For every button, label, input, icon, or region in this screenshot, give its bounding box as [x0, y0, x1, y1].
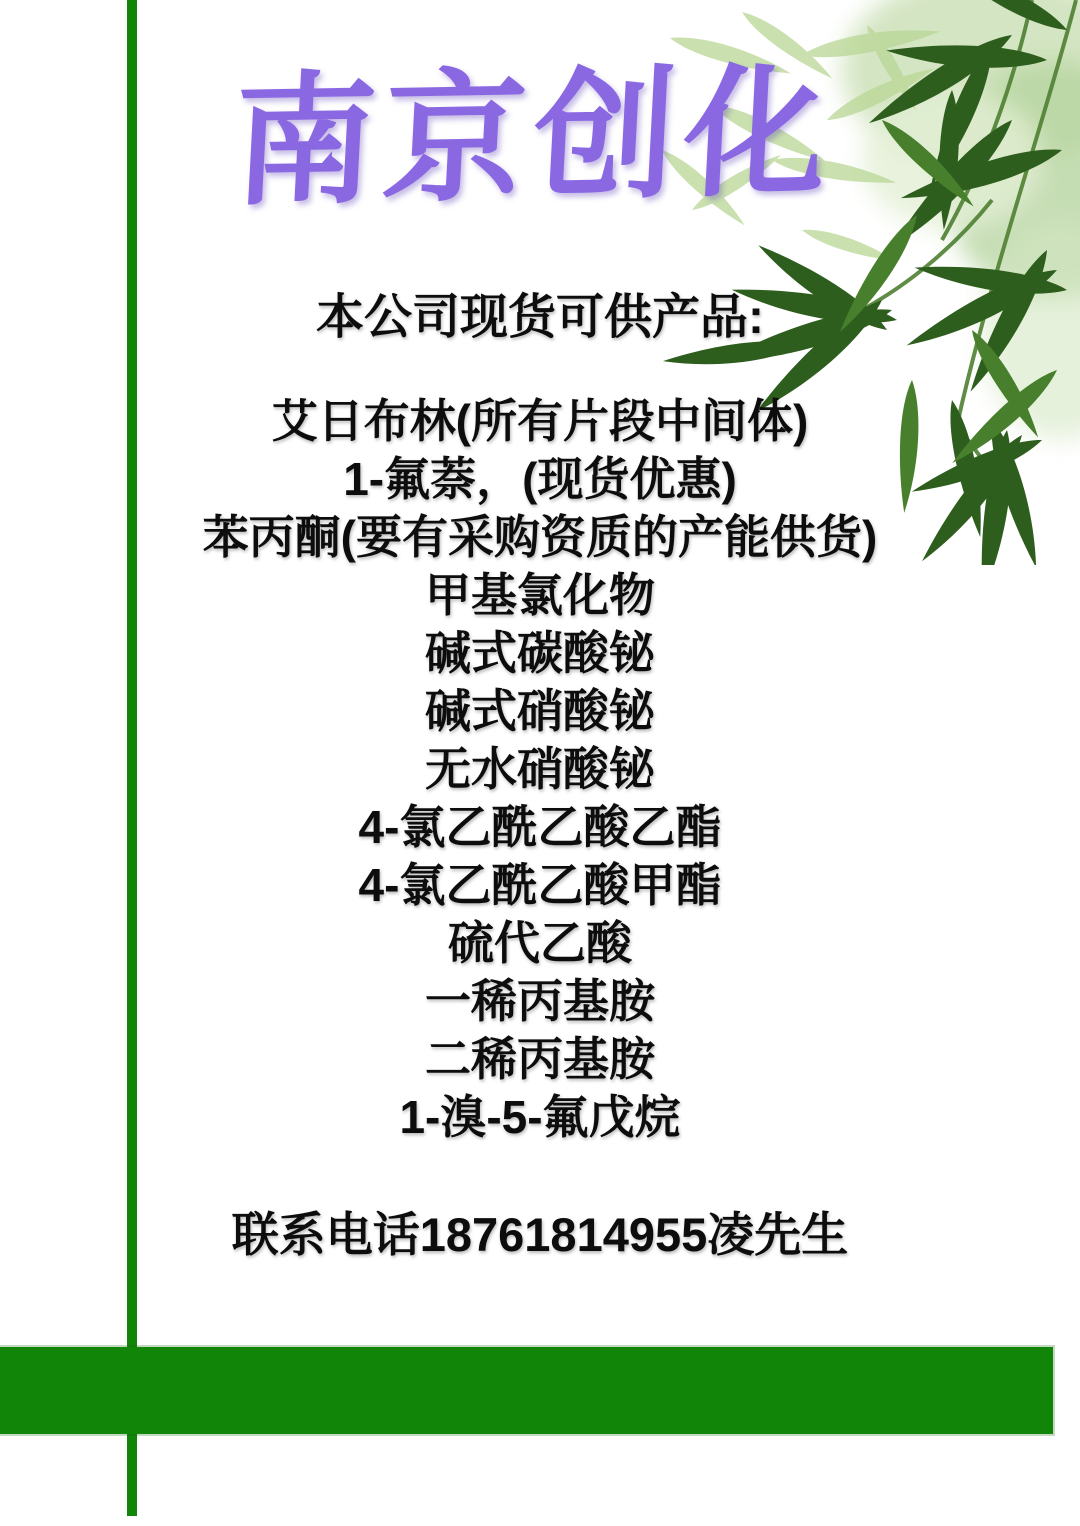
- products-heading: 本公司现货可供产品:: [316, 291, 764, 344]
- product-item: 1-溴-5-氟戊烷: [399, 1091, 681, 1143]
- product-item: 碱式硝酸铋: [425, 685, 655, 737]
- product-item: 一稀丙基胺: [425, 975, 655, 1027]
- page-title: 南京创化: [229, 48, 839, 226]
- product-item: 碱式碳酸铋: [425, 627, 655, 679]
- product-item: 4-氯乙酰乙酸乙酯: [358, 801, 722, 853]
- product-list: [0, 392, 1080, 1146]
- bottom-green-bar: [0, 1347, 1053, 1434]
- product-item: 无水硝酸铋: [425, 743, 655, 795]
- product-item: 艾日布林(所有片段中间体): [271, 395, 809, 447]
- product-item: 4-氯乙酰乙酸甲酯: [358, 859, 722, 911]
- contact-line: 联系电话18761814955凌先生: [231, 1208, 849, 1261]
- product-item: 甲基氯化物: [425, 569, 655, 621]
- product-item: 二稀丙基胺: [425, 1033, 655, 1085]
- product-item: 1-氟萘，(现货优惠): [343, 453, 737, 505]
- product-item: 硫代乙酸: [448, 917, 632, 969]
- product-item: 苯丙酮(要有采购资质的产能供货): [202, 511, 878, 563]
